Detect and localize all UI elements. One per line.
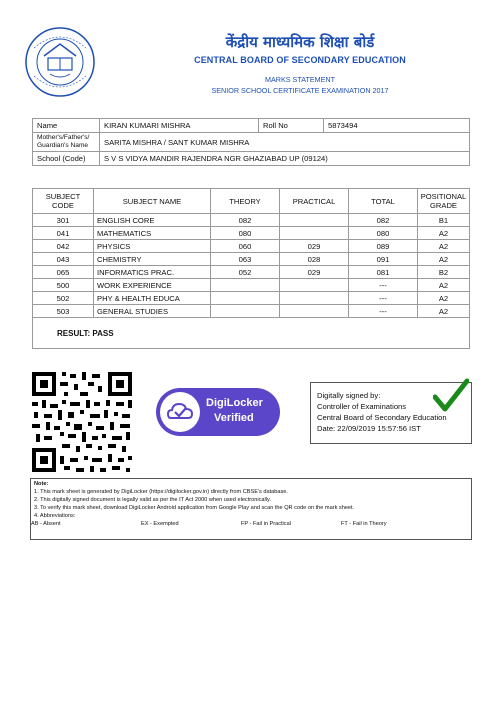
total-marks: 089 — [349, 240, 418, 253]
abbreviation-fail-theory: FT - Fail in Theory — [341, 521, 387, 527]
positional-grade: A2 — [418, 240, 470, 253]
board-english-title: CENTRAL BOARD OF SECONDARY EDUCATION — [194, 55, 406, 65]
total-marks: 091 — [349, 253, 418, 266]
note-box — [30, 478, 472, 540]
signature-line-1: Digitally signed by: — [317, 391, 381, 400]
header-subject-name: SUBJECT NAME — [94, 189, 211, 214]
positional-grade: A2 — [418, 227, 470, 240]
name-row — [33, 119, 470, 133]
subject-name: CHEMISTRY — [94, 253, 211, 266]
subject-code: 500 — [33, 279, 94, 292]
result-row — [33, 318, 470, 349]
digilocker-verified-badge — [156, 388, 280, 436]
result-text: RESULT: PASS — [33, 318, 470, 349]
positional-grade: A2 — [418, 305, 470, 318]
total-marks: 080 — [349, 227, 418, 240]
cbse-seal-icon — [24, 26, 96, 98]
table-row — [33, 305, 470, 318]
subject-code: 041 — [33, 227, 94, 240]
note-title: Note: — [34, 481, 49, 487]
table-row — [33, 253, 470, 266]
header-total: TOTAL — [349, 189, 418, 214]
note-line-1: 1. This mark sheet is generated by DigiLocker (https://digilocker.gov.in) directly from CBSE's database. — [34, 489, 288, 495]
guardian-label: Mother's/Father's/ Guardian's Name — [33, 133, 100, 152]
marks-table — [32, 188, 470, 349]
abbreviation-exempted: EX - Exempted — [141, 521, 179, 527]
roll-label: Roll No — [259, 119, 324, 133]
theory-marks — [211, 279, 280, 292]
checkmark-icon — [433, 377, 469, 415]
abbreviation-absent: AB - Absent — [31, 521, 61, 527]
note-line-2: 2. This digitally signed document is legally valid as per the IT Act 2000 when used electronically. — [34, 497, 271, 503]
subject-code: 301 — [33, 214, 94, 227]
subject-code: 502 — [33, 292, 94, 305]
subject-name: PHY & HEALTH EDUCA — [94, 292, 211, 305]
subject-code: 043 — [33, 253, 94, 266]
header-positional-grade: POSITIONAL GRADE — [418, 189, 470, 214]
positional-grade: A2 — [418, 292, 470, 305]
theory-marks — [211, 292, 280, 305]
header-practical: PRACTICAL — [280, 189, 349, 214]
theory-marks: 052 — [211, 266, 280, 279]
subject-name: INFORMATICS PRAC. — [94, 266, 211, 279]
theory-marks: 080 — [211, 227, 280, 240]
practical-marks: 028 — [280, 253, 349, 266]
subject-name: GENERAL STUDIES — [94, 305, 211, 318]
qr-code-icon — [30, 370, 134, 474]
table-row — [33, 279, 470, 292]
theory-marks: 060 — [211, 240, 280, 253]
positional-grade: B1 — [418, 214, 470, 227]
header-subject-code: SUBJECT CODE — [33, 189, 94, 214]
document-title: MARKS STATEMENT — [264, 75, 335, 84]
badge-status: Verified — [214, 412, 254, 424]
table-row — [33, 240, 470, 253]
subject-name: PHYSICS — [94, 240, 211, 253]
subject-name: WORK EXPERIENCE — [94, 279, 211, 292]
practical-marks: 029 — [280, 266, 349, 279]
signature-line-2: Controller of Examinations — [317, 402, 407, 411]
positional-grade: B2 — [418, 266, 470, 279]
subject-name: ENGLISH CORE — [94, 214, 211, 227]
digital-signature-box — [310, 382, 472, 444]
theory-marks: 082 — [211, 214, 280, 227]
total-marks: 082 — [349, 214, 418, 227]
digilocker-logo — [160, 392, 200, 432]
cloud-check-icon — [160, 392, 200, 432]
total-marks: --- — [349, 279, 418, 292]
student-name: KIRAN KUMARI MISHRA — [100, 119, 259, 133]
table-row — [33, 292, 470, 305]
positional-grade: A2 — [418, 253, 470, 266]
guardian-name: SARITA MISHRA / SANT KUMAR MISHRA — [100, 133, 470, 152]
school-label: School (Code) — [33, 152, 100, 166]
table-row — [33, 266, 470, 279]
header-theory: THEORY — [211, 189, 280, 214]
abbreviations-list — [31, 521, 471, 529]
note-line-4: 4. Abbreviations: — [34, 513, 76, 519]
practical-marks: 029 — [280, 240, 349, 253]
exam-name: SENIOR SCHOOL CERTIFICATE EXAMINATION 2017 — [211, 86, 389, 95]
table-row — [33, 214, 470, 227]
note-line-3: 3. To verify this mark sheet, download DigiLocker Android application from Google Play and scan the QR code on the mark sheet. — [34, 505, 355, 511]
practical-marks — [280, 227, 349, 240]
board-hindi-title: केंद्रीय माध्यमिक शिक्षा बोर्ड — [225, 33, 375, 51]
total-marks: --- — [349, 292, 418, 305]
student-info-table — [32, 118, 470, 166]
name-label: Name — [33, 119, 100, 133]
signature-line-4: Date: 22/09/2019 15:57:56 IST — [317, 424, 421, 433]
total-marks: --- — [349, 305, 418, 318]
positional-grade: A2 — [418, 279, 470, 292]
practical-marks — [280, 279, 349, 292]
guardian-row — [33, 133, 470, 152]
theory-marks — [211, 305, 280, 318]
abbreviation-fail-practical: FP - Fail in Practical — [241, 521, 291, 527]
subject-code: 065 — [33, 266, 94, 279]
badge-title: DigiLocker — [206, 397, 263, 409]
total-marks: 081 — [349, 266, 418, 279]
roll-number: 5873494 — [324, 119, 470, 133]
table-row — [33, 227, 470, 240]
practical-marks — [280, 214, 349, 227]
school-row — [33, 152, 470, 166]
marks-header-row — [33, 189, 470, 214]
practical-marks — [280, 305, 349, 318]
subject-code: 042 — [33, 240, 94, 253]
signature-line-3: Central Board of Secondary Education — [317, 413, 447, 422]
theory-marks: 063 — [211, 253, 280, 266]
school-name: S V S VIDYA MANDIR RAJENDRA NGR GHAZIABAD UP (09124) — [100, 152, 470, 166]
subject-code: 503 — [33, 305, 94, 318]
subject-name: MATHEMATICS — [94, 227, 211, 240]
practical-marks — [280, 292, 349, 305]
